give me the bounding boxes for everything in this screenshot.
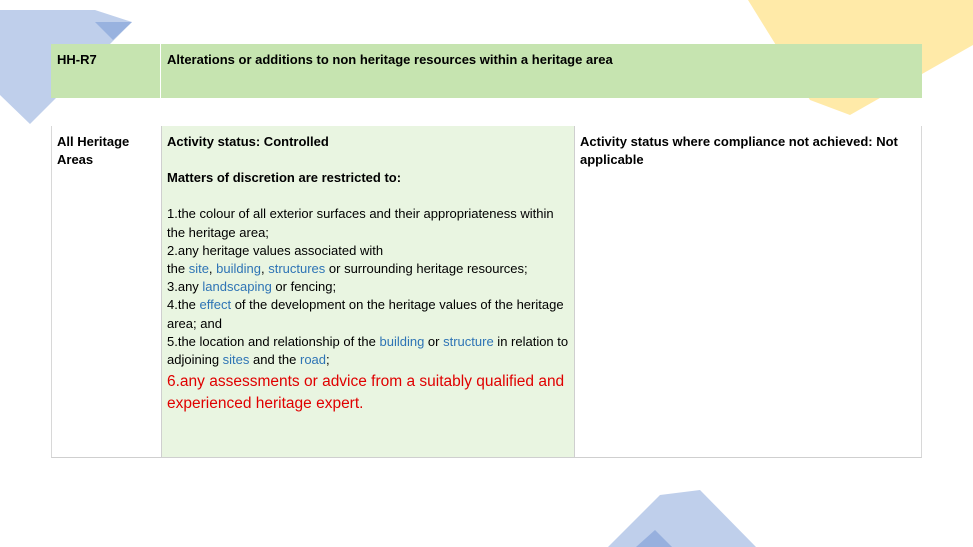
rule-header-row [51, 44, 922, 98]
matters-heading: Matters of discretion are restricted to: [167, 170, 402, 186]
link-landscaping[interactable]: landscaping [202, 279, 272, 295]
item2-text-c: , [208, 261, 217, 277]
link-building-2[interactable]: building [379, 333, 425, 349]
matter-item-1: 1.the colour of all exterior surfaces and their appropriateness within the heritage area; [167, 206, 554, 240]
item2-text-a: 2.any heritage values associated with [167, 242, 384, 258]
matter-item-5 [167, 333, 569, 369]
item5-text-d: and the [249, 352, 300, 368]
link-building[interactable]: building [216, 261, 261, 277]
matter-item-4 [167, 296, 569, 332]
link-effect[interactable]: effect [199, 297, 232, 313]
matter-item-6-highlight: 6.any assessments or advice from a suitably qualified and experienced heritage expert. [167, 373, 565, 413]
item2-text-d: , [260, 261, 269, 277]
non-compliance-cell: Activity status where compliance not achieved: Not applicable [580, 134, 898, 167]
deco-blue-diamond-bottom [608, 490, 756, 547]
rule-table [51, 126, 922, 458]
item5-text-a: 5.the location and relationship of the [167, 333, 380, 349]
activity-status: Activity status: Controlled [167, 134, 329, 149]
item5-text-e: ; [326, 352, 330, 368]
item5-text-b: or [424, 333, 444, 349]
item4-text-a: 4.the [167, 297, 200, 313]
item2-text-e: or surrounding heritage resources; [325, 261, 528, 277]
link-sites[interactable]: sites [222, 352, 250, 368]
item2-text-b: the [167, 261, 189, 277]
matter-item-3 [167, 278, 569, 296]
matter-item-2 [167, 242, 569, 278]
controlled-cell [162, 126, 575, 457]
rule-title: Alterations or additions to non heritage resources within a heritage area [167, 52, 613, 67]
link-road[interactable]: road [300, 352, 327, 368]
link-site[interactable]: site [188, 261, 209, 277]
rule-code: HH-R7 [51, 44, 161, 98]
item5-text-c: in relation to adjoining [167, 333, 569, 368]
item4-text-b: of the development on the heritage values of the heritage area; and [167, 297, 564, 331]
link-structures[interactable]: structures [268, 261, 326, 277]
item3-text-a: 3.any [167, 279, 203, 295]
link-structure[interactable]: structure [443, 333, 494, 349]
area-cell: All Heritage Areas [52, 126, 162, 457]
item3-text-b: or fencing; [271, 279, 337, 295]
